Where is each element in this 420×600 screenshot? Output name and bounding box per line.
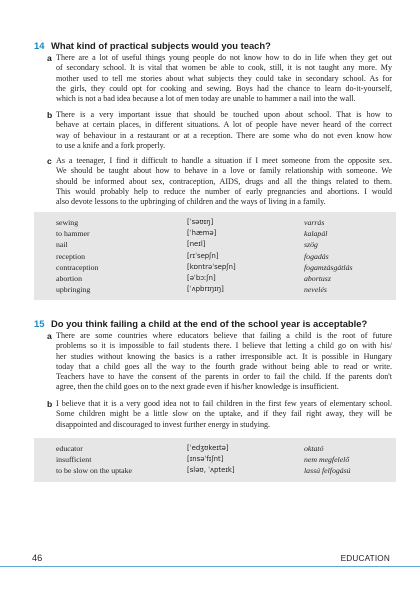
- vocab-translation: abortusz: [304, 273, 331, 283]
- vocabulary-row: [34, 217, 396, 228]
- vocabulary-row: [34, 239, 396, 250]
- vocab-pronunciation: [ˈhæmə]: [187, 229, 217, 238]
- vocab-word: contraception: [56, 262, 99, 272]
- vocab-translation: nem megfelelő: [304, 455, 350, 465]
- footer-rule: [0, 566, 420, 567]
- vocabulary-row: [34, 443, 396, 454]
- text-line: problems so it is impossible to fail students there. I believe that letting a child go on with his/: [56, 341, 392, 351]
- text-line: the girls, they could opt for cooking and sewing. Boys had the chance to learn do-it-yourself,: [56, 83, 392, 93]
- text-line: As a teenager, I find it difficult to handle a situation if I meet someone from the opposite sex.: [56, 156, 392, 165]
- text-line: agree, then the child goes on to the next grade even if his/her knowledge is insufficient.: [56, 382, 339, 392]
- question-number: 15: [34, 318, 45, 329]
- vocab-pronunciation: [sləʊ, ˈʌpteɪk]: [187, 466, 235, 475]
- vocabulary-row: [34, 465, 396, 476]
- text-line: disappointed and discouraged to invest further energy in studying.: [56, 419, 271, 429]
- text-line: I believe that it is a very good idea not to fail children in the first few years of elementary school.: [56, 399, 392, 408]
- text-line: There is a very important issue that should be touched upon about school. That is how to: [56, 110, 392, 119]
- question-text: Do you think failing a child at the end of the school year is acceptable?: [51, 318, 368, 329]
- answer-14c: [47, 156, 392, 207]
- vocab-pronunciation: [ˈʌpbrɪŋɪŋ]: [187, 285, 224, 294]
- vocab-pronunciation: [əˈbɔːʃn]: [187, 273, 216, 282]
- vocab-translation: kalapál: [304, 229, 328, 239]
- vocab-pronunciation: [ɪnsəˈfɪʃnt]: [187, 455, 224, 464]
- text-line: There are a lot of useful things young people do not know how to do in life when they get out: [56, 53, 392, 62]
- vocabulary-row: [34, 273, 396, 284]
- vocab-word: reception: [56, 251, 86, 261]
- answer-15a: [47, 331, 392, 393]
- vocab-pronunciation: [ˈedʒʊkeɪtə]: [187, 444, 229, 452]
- answer-14b: [47, 110, 392, 151]
- vocab-word: sewing: [56, 218, 79, 227]
- vocab-translation: nevelés: [304, 285, 327, 295]
- text-line: Some children might be a little slow on the uptake, and if they fail right away, they will be: [56, 409, 392, 419]
- page-number: 46: [32, 553, 43, 563]
- question-number: 14: [34, 40, 45, 51]
- vocabulary-row: [34, 454, 396, 465]
- vocab-translation: fogamzásgátlás: [304, 262, 353, 272]
- text-line: There are some countries where educators believe that failing a child is the root of future: [56, 331, 392, 340]
- text-line: to use a knife and a fork properly.: [56, 140, 166, 150]
- text-line: which is not a bad idea because a lot of men today are unable to hammer a nail into the wall.: [56, 94, 356, 104]
- answer-15b: [47, 399, 392, 430]
- vocab-word: to hammer: [56, 229, 90, 239]
- vocab-translation: varrás: [304, 218, 325, 227]
- vocabulary-row: [34, 262, 396, 273]
- text-line: We should be taught about how to behave in a love or family relationship with someone. We: [56, 166, 392, 176]
- vocab-word: nail: [56, 240, 68, 250]
- text-line: This would probably help to reduce the number of early pregnancies and abortions. I would: [56, 186, 392, 196]
- vocab-pronunciation: [neɪl]: [187, 240, 206, 249]
- vocab-pronunciation: [kɒntrəˈsepʃn]: [187, 262, 236, 271]
- answer-label: a: [47, 53, 52, 63]
- vocab-pronunciation: [ˈsəʊɪŋ]: [187, 218, 214, 226]
- text-line: also devote lessons to the upbringing of children and the ways of living in a family.: [56, 197, 326, 207]
- vocab-word: to be slow on the uptake: [56, 466, 133, 476]
- text-line: of secondary school. It is vital that women be able to cook, still, it is not taught any more. My: [56, 63, 392, 73]
- answer-label: c: [47, 156, 52, 166]
- vocab-word: upbringing: [56, 285, 91, 295]
- vocab-translation: szög: [304, 240, 318, 250]
- vocabulary-table-15: [34, 438, 396, 482]
- vocab-word: educator: [56, 444, 83, 453]
- text-line: her studies without knowing the basics is a rather irresponsible act. It is possible in Hungary: [56, 351, 392, 361]
- question-15-title: [34, 318, 394, 330]
- text-line: Teachers have to have the consent of the parents in order to fail the child. If the parents don't: [56, 372, 392, 382]
- vocabulary-row: [34, 228, 396, 239]
- text-line: mother used to tell me stories about what subjects they could take in secondary school. As for: [56, 73, 392, 83]
- text-line: way of behaviour in a restaurant or at a reception. There are some who do not even know how: [56, 130, 392, 140]
- question-text: What kind of practical subjects would you teach?: [51, 40, 271, 51]
- vocab-word: abortion: [56, 273, 82, 283]
- section-title: EDUCATION: [340, 554, 390, 563]
- vocabulary-row: [34, 284, 396, 295]
- text-line: behave at certain places, in different situations. A lot of people have never heard of the correct: [56, 120, 392, 130]
- vocab-word: insufficient: [56, 455, 92, 465]
- question-14-title: [34, 40, 394, 52]
- answer-label: a: [47, 331, 52, 341]
- answer-14a: [47, 53, 392, 104]
- answer-label: b: [47, 399, 53, 409]
- vocab-translation: lassú felfogású: [304, 466, 351, 476]
- vocab-pronunciation: [rɪˈsepʃn]: [187, 251, 219, 260]
- answer-label: b: [47, 110, 53, 120]
- text-line: today that a child goes all the way to the fourth grade without being able to read or write.: [56, 361, 392, 371]
- vocab-translation: oktató: [304, 444, 324, 453]
- vocab-translation: fogadás: [304, 251, 329, 261]
- vocabulary-table-14: [34, 212, 396, 300]
- vocabulary-row: [34, 251, 396, 262]
- text-line: should be informed about sex, contraception, AIDS, drugs and all the things related to them.: [56, 176, 392, 186]
